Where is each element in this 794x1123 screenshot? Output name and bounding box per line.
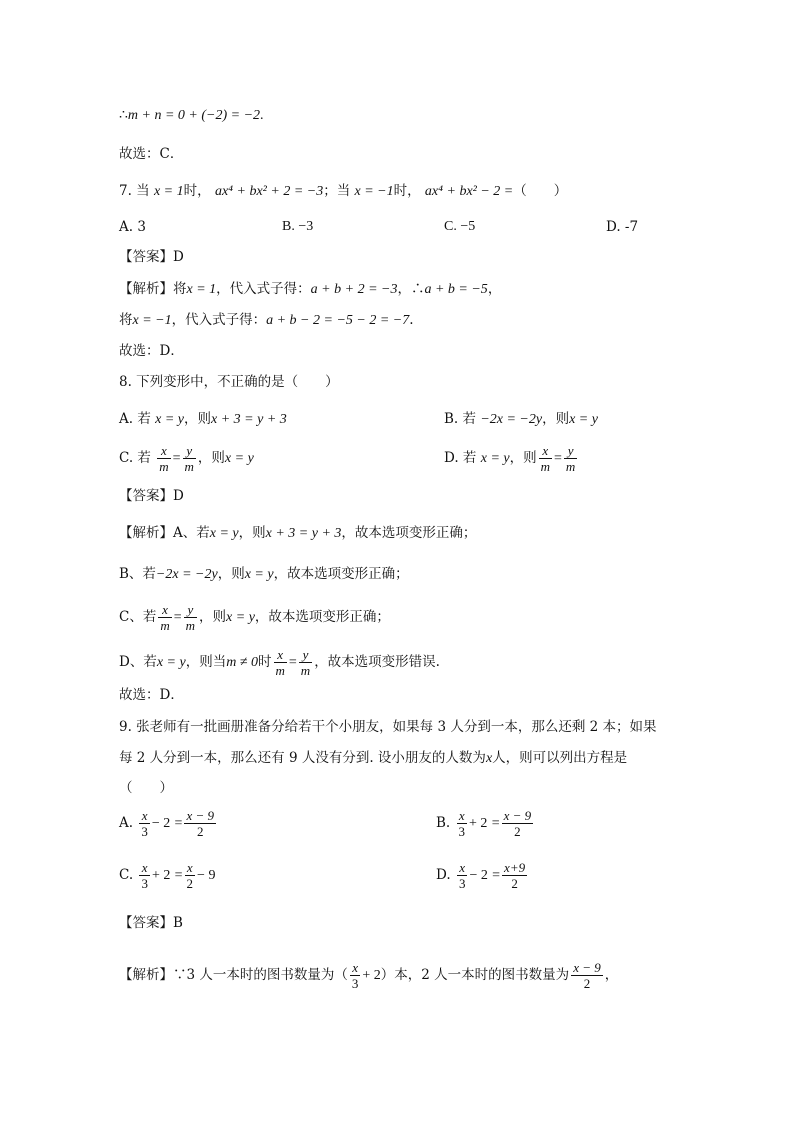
question-9-line-1: 9. 张老师有一批画册准备分给若干个小朋友，如果每 3 人分到一本，那么还剩 2 本；如果 <box>119 719 657 735</box>
text: C、若 <box>119 609 157 625</box>
q8-answer: 【答案】D <box>119 488 184 504</box>
q8-explanation-b <box>119 565 409 584</box>
equals: = <box>173 610 182 625</box>
q8-choice: 故选：D． <box>119 687 184 703</box>
text: ，故本选项变形正确； <box>254 609 390 625</box>
text: ，则 <box>542 411 570 427</box>
equals: = <box>172 451 181 466</box>
math: x + 3 = y + 3 <box>211 412 287 427</box>
q7-explanation-1 <box>119 280 501 299</box>
math: x = y <box>244 567 274 582</box>
fraction-x-over-3: $\frac{x}{3}$ <box>141 808 148 839</box>
math: x = 1 <box>186 282 217 297</box>
label: A. <box>119 815 134 831</box>
equals: = <box>288 655 297 670</box>
fraction-x-minus-9-over-2: $\frac{x - 9}{2}$ <box>186 808 214 839</box>
text: B、若 <box>119 566 156 582</box>
equals: = <box>554 451 562 466</box>
therefore-symbol: ∴ <box>119 108 128 123</box>
text: ， <box>487 281 502 297</box>
math: x = y <box>226 610 255 625</box>
text: ，则 <box>238 525 266 541</box>
minus-two: − 2 <box>469 868 488 883</box>
equals: = <box>174 816 183 831</box>
fraction-x-over-m: $\frac{x}{m}$ <box>540 443 550 474</box>
text: ，故本选项变形错误. <box>314 654 440 670</box>
question-7 <box>119 182 567 201</box>
text: B. 若 <box>444 411 477 427</box>
fraction-x-over-3: $\frac{x}{3}$ <box>351 960 359 991</box>
fraction-y-over-m: $\frac{y}{m}$ <box>300 647 311 678</box>
fraction-y-over-m: $\frac{y}{m}$ <box>565 443 576 474</box>
q9-answer: 【答案】B <box>119 915 183 931</box>
q7-cond1: x = 1 <box>153 184 184 199</box>
minus-two: − 2 <box>151 816 171 831</box>
text: ，∴ <box>397 281 425 297</box>
q7-option-d: D. -7 <box>606 219 639 235</box>
q8-option-c <box>119 443 254 474</box>
q8-explanation-d <box>119 647 440 678</box>
text: 【解析】将 <box>119 281 187 297</box>
q9-option-d <box>436 860 529 891</box>
text: ， <box>604 967 619 983</box>
fraction-x-over-3: $\frac{x}{3}$ <box>458 808 466 839</box>
math: x = y <box>156 655 186 670</box>
text: D. 若 <box>444 450 477 466</box>
fraction-x-over-3: $\frac{x}{3}$ <box>458 860 466 891</box>
text: 【解析】∵3 人一本时的图书数量为（ <box>119 967 348 983</box>
text: . <box>409 312 414 328</box>
text: A. 若 <box>119 411 151 427</box>
math: a + b + 2 = −3 <box>310 282 398 297</box>
plus-two: + 2 <box>469 816 488 831</box>
text: ，代入式子得： <box>216 281 311 297</box>
minus-nine: − 9 <box>197 868 216 883</box>
fraction-x-over-3: $\frac{x}{3}$ <box>141 860 148 891</box>
question-9-line-3: （ ） <box>119 780 173 796</box>
text: ，则 <box>184 411 212 427</box>
q7-text4: 时， <box>393 183 421 199</box>
q7-option-c: C. −5 <box>444 219 476 234</box>
q8-option-b <box>444 410 598 429</box>
equals: = <box>491 816 500 831</box>
math: x = y <box>480 451 510 466</box>
text: C. 若 <box>119 450 151 466</box>
label: B. <box>436 815 451 831</box>
text: D、若 <box>119 654 157 670</box>
math: x <box>485 751 493 766</box>
q9-option-b <box>436 808 535 839</box>
q7-expr2: ax⁴ + bx² − 2 = <box>424 184 514 199</box>
question-8: 8. 下列变形中，不正确的是（ ） <box>119 374 339 390</box>
text: ，则 <box>509 450 537 466</box>
math: −2x = −2y <box>155 567 218 582</box>
plus-two: + 2 <box>362 968 381 983</box>
math: x = y <box>569 412 598 427</box>
question-9-line-2 <box>119 749 627 768</box>
math: x = y <box>209 526 239 541</box>
equals: = <box>174 868 183 883</box>
text: 每 2 人分到一本，那么还有 9 人没有分到. 设小朋友的人数为 <box>119 750 486 766</box>
q7-text2: 时， <box>183 183 211 199</box>
label: D. <box>436 867 451 883</box>
q7-explanation-2 <box>119 311 414 330</box>
text: 【解析】A、若 <box>119 525 210 541</box>
math: a + b = −5 <box>424 282 488 297</box>
fraction-x-over-m: $\frac{x}{m}$ <box>159 443 169 474</box>
q7-option-b: B. −3 <box>282 219 314 234</box>
text: 人，则可以列出方程是 <box>492 750 628 766</box>
fraction-y-over-m: $\frac{y}{m}$ <box>185 602 196 633</box>
q9-option-c <box>119 860 215 891</box>
q9-option-a <box>119 808 218 839</box>
text: ，则 <box>197 450 225 466</box>
q9-explanation <box>119 960 618 991</box>
q7-text: 7. 当 <box>119 183 150 199</box>
math: x = −1 <box>132 313 172 328</box>
q8-explanation-a <box>119 524 476 543</box>
text: ，代入式子得： <box>171 312 267 328</box>
q8-option-a <box>119 410 287 429</box>
choice-c-line: 故选：C． <box>119 146 184 162</box>
text: ，则 <box>217 566 245 582</box>
fraction-x-plus-9-over-2: $\frac{x+9}{2}$ <box>504 860 526 891</box>
text: ）本，2 人一本时的图书数量为 <box>380 967 570 983</box>
q7-blank: （ ） <box>513 183 568 199</box>
q7-choice: 故选：D． <box>119 343 184 359</box>
math: x + 3 = y + 3 <box>265 526 342 541</box>
fraction-x-over-m: $\frac{x}{m}$ <box>160 602 170 633</box>
fraction-x-over-m: $\frac{x}{m}$ <box>275 647 285 678</box>
q8-explanation-c <box>119 602 390 633</box>
fraction-x-over-2: $\frac{x}{2}$ <box>186 860 194 891</box>
q8-option-d <box>444 443 579 474</box>
text: ，故本选项变形正确； <box>273 566 409 582</box>
text: 时 <box>258 654 272 670</box>
fraction-x-minus-9-over-2: $\frac{x - 9}{2}$ <box>503 808 532 839</box>
fraction-y-over-m: $\frac{y}{m}$ <box>184 443 194 474</box>
q7-option-a: A. 3 <box>119 219 146 235</box>
q7-text3: ；当 <box>323 183 351 199</box>
math: −2x = −2y <box>480 412 543 427</box>
period: . <box>260 108 264 123</box>
q7-expr1: ax⁴ + bx² + 2 = −3 <box>214 184 324 199</box>
conclusion-line <box>119 107 264 125</box>
math: a + b − 2 = −5 − 2 = −7 <box>266 313 410 328</box>
math: x = y <box>155 412 185 427</box>
equation: m + n = 0 + (−2) = −2 <box>127 108 261 123</box>
equals: = <box>492 868 501 883</box>
text: ，则当 <box>185 654 227 670</box>
math: x = y <box>224 451 254 466</box>
text: 将 <box>119 312 133 328</box>
q7-cond2: x = −1 <box>354 184 394 199</box>
label: C. <box>119 867 134 883</box>
text: ，故本选项变形正确； <box>341 525 477 541</box>
fraction-x-minus-9-over-2: $\frac{x - 9}{2}$ <box>573 960 601 991</box>
q7-answer: 【答案】D <box>119 249 184 265</box>
math: m ≠ 0 <box>226 655 258 670</box>
plus-two: + 2 <box>151 868 171 883</box>
text: ，则 <box>199 609 227 625</box>
